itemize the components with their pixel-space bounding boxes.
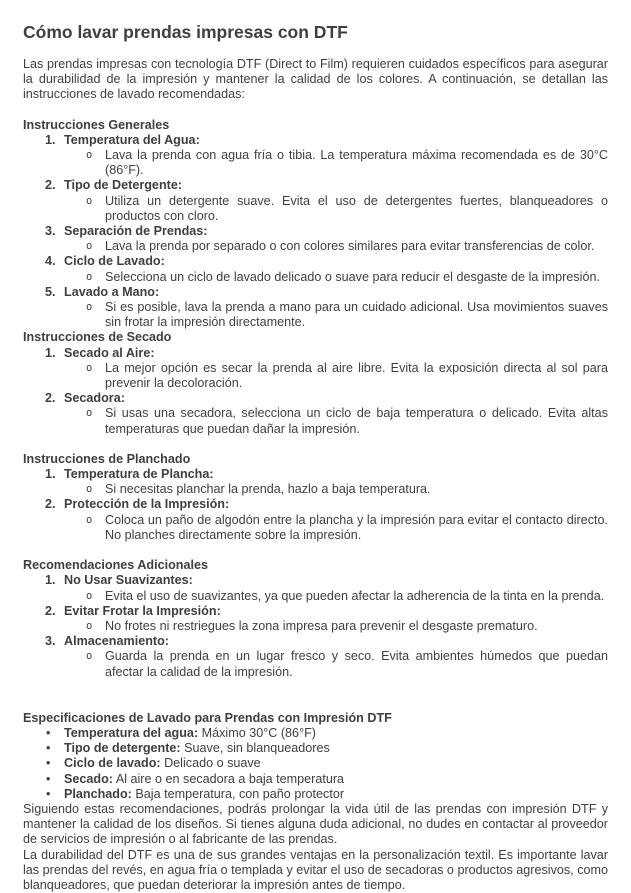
- circle-bullet-icon: o: [86, 361, 93, 374]
- page-title: Cómo lavar prendas impresas con DTF: [23, 22, 348, 42]
- section-heading: Recomendaciones Adicionales: [23, 558, 209, 573]
- bullet-icon: •: [46, 725, 51, 740]
- list-number: 4.: [45, 254, 56, 269]
- bullet-text: Al aire o en secadora a baja temperatura: [115, 771, 345, 786]
- bullet-item: [23, 726, 608, 741]
- list-item-label: Evitar Frotar la Impresión:: [64, 603, 221, 618]
- section-heading: Instrucciones de Planchado: [23, 451, 191, 466]
- list-item-label: Almacenamiento:: [64, 634, 169, 649]
- list-item: [23, 285, 608, 300]
- sub-list-item: [23, 148, 608, 178]
- list-item: [23, 391, 608, 406]
- section-heading: Instrucciones de Secado: [23, 330, 172, 345]
- circle-bullet-icon: o: [86, 240, 93, 253]
- list-item-label: Protección de la Impresión:: [64, 497, 230, 512]
- sub-list-text: No frotes ni restriegues la zona impresa para prevenir el desgaste prematuro.: [105, 618, 538, 633]
- list-item-label: Ciclo de Lavado:: [64, 254, 165, 269]
- circle-bullet-icon: o: [86, 619, 93, 632]
- circle-bullet-icon: o: [86, 513, 93, 526]
- bullet-text: Baja temperatura, con paño protector: [135, 786, 345, 801]
- sub-list-text: Utiliza un detergente suave. Evita el uso de detergentes fuertes, blanqueadores o productos con cloro.: [105, 193, 608, 223]
- sub-list-item: [23, 300, 608, 330]
- circle-bullet-icon: o: [86, 301, 93, 314]
- list-item: [23, 254, 608, 269]
- sub-list-item: [23, 239, 608, 254]
- sub-list-text: Si necesitas planchar la prenda, hazlo a baja temperatura.: [105, 482, 431, 497]
- intro-paragraph: Las prendas impresas con tecnología DTF (Direct to Film) requieren cuidados específicos para asegurar la durabilidad de la impresión y mantener la calidad de los colores. A continuación, se detallan las instrucciones de lavado recomendadas:: [23, 57, 608, 102]
- sub-list-text: Evita el uso de suavizantes, ya que pueden afectar la adherencia de la tinta en la prenda.: [105, 588, 605, 603]
- sub-list-item: [23, 194, 608, 224]
- circle-bullet-icon: o: [86, 194, 93, 207]
- list-item-label: Separación de Prendas:: [64, 224, 208, 239]
- list-number: 5.: [45, 284, 56, 299]
- list-number: 2.: [45, 391, 56, 406]
- bullet-icon: •: [46, 756, 51, 771]
- section-heading: Especificaciones de Lavado para Prendas con Impresión DTF: [23, 710, 392, 725]
- bullet-label: Planchado:: [64, 786, 132, 801]
- list-number: 1.: [45, 345, 56, 360]
- circle-bullet-icon: o: [86, 483, 93, 496]
- list-number: 1.: [45, 573, 56, 588]
- list-item: [23, 634, 608, 649]
- sub-list-text: Coloca un paño de algodón entre la plancha y la impresión para evitar el contacto directo. No planches directamente sobre la impresión.: [105, 512, 608, 542]
- list-item: [23, 604, 608, 619]
- bullet-icon: •: [46, 741, 51, 756]
- closing-paragraph: Siguiendo estas recomendaciones, podrás prolongar la vida útil de las prendas con impresión DTF y mantener la calidad de los diseños. Si tienes alguna duda adicional, no dudes en contactar al proveedor de servicios de impresión o al fabricante de las prendas.: [23, 801, 608, 847]
- sub-list-text: Si es posible, lava la prenda a mano para un cuidado adicional. Usa movimientos suaves sin frotar la impresión directamente.: [105, 300, 608, 330]
- list-item-label: Tipo de Detergente:: [64, 178, 183, 193]
- bullet-text: Máximo 30°C (86°F): [201, 725, 316, 740]
- bullet-icon: •: [46, 786, 51, 801]
- sub-list-text: Selecciona un ciclo de lavado delicado o suave para reducir el desgaste de la impresión.: [105, 269, 600, 284]
- list-item-label: Temperatura de Plancha:: [64, 467, 214, 482]
- list-number: 2.: [45, 497, 56, 512]
- list-item: [23, 346, 608, 361]
- bullet-label: Secado:: [64, 771, 113, 786]
- bullet-item: [23, 741, 608, 756]
- sub-list-item: [23, 270, 608, 285]
- list-number: 2.: [45, 603, 56, 618]
- list-number: 1.: [45, 467, 56, 482]
- sub-list-item: [23, 619, 608, 634]
- circle-bullet-icon: o: [86, 149, 93, 162]
- bullet-text: Suave, sin blanqueadores: [184, 741, 330, 756]
- list-item: [23, 133, 608, 148]
- list-item: [23, 497, 608, 512]
- bullet-item: [23, 787, 608, 802]
- list-item: [23, 573, 608, 588]
- list-item-label: Lavado a Mano:: [64, 284, 160, 299]
- list-item: [23, 224, 608, 239]
- closing-paragraph: La durabilidad del DTF es una de sus grandes ventajas en la personalización textil. Es importante lavar las prendas del revés, en agua fría o templada y evitar el uso de secadoras o productos agresivos, como blanqueadores, que puedan deteriorar la impresión antes de tiempo.: [23, 847, 608, 892]
- sub-list-item: [23, 589, 608, 604]
- circle-bullet-icon: o: [86, 589, 93, 602]
- sub-list-item: [23, 361, 608, 391]
- sub-list-item: [23, 482, 608, 497]
- closing-paragraphs: [23, 802, 608, 893]
- list-item-label: Secadora:: [64, 391, 125, 406]
- bullet-text: Delicado o suave: [164, 756, 261, 771]
- bullet-label: Ciclo de lavado:: [64, 756, 161, 771]
- sub-list-item: [23, 649, 608, 679]
- list-item-label: No Usar Suavizantes:: [64, 573, 193, 588]
- bullet-item: [23, 756, 608, 771]
- sub-list-text: Si usas una secadora, selecciona un ciclo de baja temperatura o delicado. Evita altas temperaturas que puedan dañar la impresión.: [105, 406, 608, 436]
- list-item: [23, 467, 608, 482]
- list-number: 1.: [45, 132, 56, 147]
- list-item-label: Secado al Aire:: [64, 345, 155, 360]
- circle-bullet-icon: o: [86, 407, 93, 420]
- sub-list-text: La mejor opción es secar la prenda al aire libre. Evita la exposición directa al sol para prevenir la decoloración.: [105, 360, 608, 391]
- list-number: 2.: [45, 178, 56, 193]
- bullet-label: Temperatura del agua:: [64, 725, 199, 740]
- sub-list-item: [23, 406, 608, 436]
- sub-list-text: Lava la prenda por separado o con colores similares para evitar transferencias de color.: [105, 239, 595, 254]
- list-item: [23, 178, 608, 193]
- bullet-label: Tipo de detergente:: [64, 741, 181, 756]
- list-number: 3.: [45, 224, 56, 239]
- list-number: 3.: [45, 634, 56, 649]
- sections-container: [23, 118, 608, 802]
- bullet-icon: •: [46, 771, 51, 786]
- section-heading: Instrucciones Generales: [23, 117, 170, 132]
- sub-list-text: Lava la prenda con agua fría o tibia. La temperatura máxima recomendada es de 30°C (86°F).: [105, 148, 608, 178]
- circle-bullet-icon: o: [86, 270, 93, 283]
- bullet-item: [23, 772, 608, 787]
- list-item-label: Temperatura del Agua:: [64, 132, 200, 147]
- sub-list-item: [23, 513, 608, 543]
- sub-list-text: Guarda la prenda en un lugar fresco y seco. Evita ambientes húmedos que puedan afectar la calidad de la impresión.: [105, 649, 608, 679]
- circle-bullet-icon: o: [86, 650, 93, 663]
